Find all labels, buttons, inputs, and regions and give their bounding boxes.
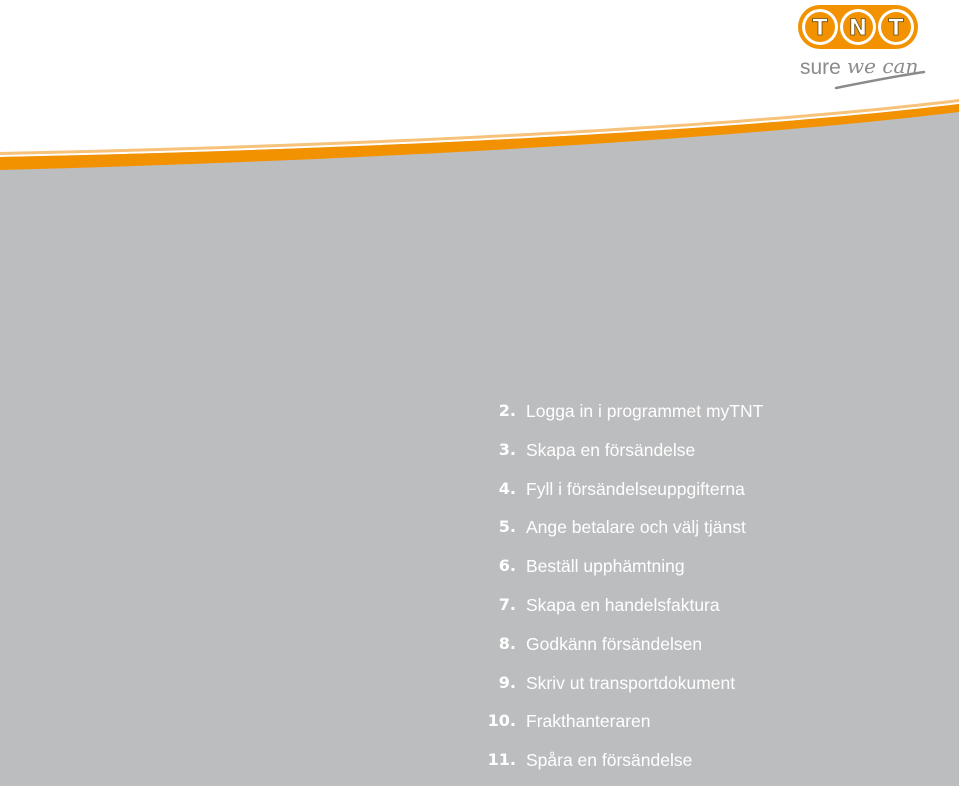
table-of-contents	[470, 398, 930, 786]
toc-number: 11.	[487, 750, 516, 770]
toc-item-payer-service[interactable]	[470, 514, 930, 553]
logo-letter-n: N	[848, 16, 868, 41]
toc-number: 9.	[498, 672, 516, 692]
toc-item-print-documents[interactable]	[470, 670, 930, 709]
toc-label: Godkänn försändelsen	[526, 633, 703, 654]
tagline-sure: sure	[800, 56, 841, 79]
toc-number: 6.	[498, 556, 516, 576]
tagline-we-can: we can	[847, 54, 919, 78]
toc-label: Spåra en försändelse	[526, 750, 693, 771]
toc-item-commercial-invoice[interactable]	[470, 592, 930, 631]
logo-letter-t1: T	[812, 16, 828, 41]
toc-item-create-shipment[interactable]	[470, 437, 930, 476]
toc-label: Logga in i programmet myTNT	[526, 401, 764, 421]
toc-number: 8.	[498, 633, 516, 653]
toc-item-login[interactable]	[470, 398, 930, 437]
toc-label: Fyll i försändelseuppgifterna	[526, 478, 745, 499]
toc-item-book-pickup[interactable]	[470, 553, 930, 592]
toc-number: 2.	[498, 401, 516, 420]
toc-number: 7.	[498, 594, 516, 614]
toc-item-track-shipment[interactable]	[470, 747, 930, 786]
toc-label: Beställ upphämtning	[526, 556, 685, 577]
tnt-logo	[796, 2, 926, 94]
toc-label: Ange betalare och välj tjänst	[526, 517, 746, 538]
toc-number: 5.	[498, 517, 516, 537]
toc-number: 10.	[487, 711, 516, 731]
toc-item-shipment-details[interactable]	[470, 476, 930, 515]
toc-number: 3.	[498, 439, 516, 459]
toc-label: Skapa en handelsfaktura	[526, 594, 720, 615]
toc-label: Skriv ut transportdokument	[526, 672, 736, 693]
toc-label: Skapa en försändelse	[526, 439, 696, 460]
logo-letter-t2: T	[888, 16, 904, 41]
toc-number: 4.	[498, 478, 516, 498]
toc-item-approve-shipment[interactable]	[470, 631, 930, 670]
toc-item-freight-manager[interactable]	[470, 708, 930, 747]
toc-label: Frakthanteraren	[526, 711, 651, 732]
